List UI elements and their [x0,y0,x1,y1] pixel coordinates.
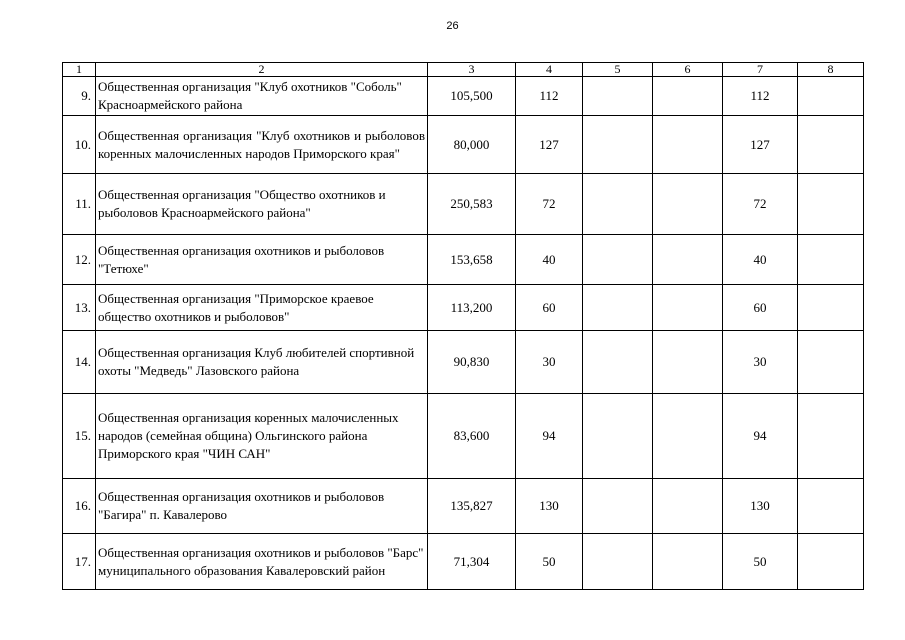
table-row [63,394,864,479]
row-number: 13. [63,285,96,331]
header-row [63,63,864,77]
cell-col4: 112 [516,77,583,116]
organization-name: Общественная организация "Клуб охотников "Соболь" Красноармейского района [96,77,428,116]
table-row [63,285,864,331]
cell-col5 [583,174,653,235]
organization-name: Общественная организация "Клуб охотников и рыболовов коренных малочисленных народов Приморского края" [96,116,428,174]
cell-col5 [583,394,653,479]
cell-col6 [653,285,723,331]
cell-col3: 153,658 [428,235,516,285]
organization-name: Общественная организация охотников и рыболовов "Багира" п. Кавалерово [96,479,428,534]
cell-col4: 60 [516,285,583,331]
cell-col7: 94 [723,394,798,479]
row-number: 12. [63,235,96,285]
row-number: 16. [63,479,96,534]
row-number: 17. [63,534,96,590]
cell-col7: 130 [723,479,798,534]
row-number: 14. [63,331,96,394]
cell-col8 [798,394,864,479]
column-header: 5 [583,63,653,77]
organization-name: Общественная организация "Приморское краевое общество охотников и рыболовов" [96,285,428,331]
row-number: 10. [63,116,96,174]
table-row [63,174,864,235]
cell-col3: 83,600 [428,394,516,479]
cell-col6 [653,116,723,174]
cell-col3: 250,583 [428,174,516,235]
cell-col7: 50 [723,534,798,590]
cell-col4: 94 [516,394,583,479]
table-row [63,235,864,285]
cell-col7: 112 [723,77,798,116]
row-number: 15. [63,394,96,479]
cell-col6 [653,235,723,285]
cell-col8 [798,235,864,285]
cell-col7: 127 [723,116,798,174]
cell-col7: 72 [723,174,798,235]
organization-name: Общественная организация Клуб любителей спортивной охоты "Медведь" Лазовского района [96,331,428,394]
cell-col5 [583,534,653,590]
cell-col6 [653,331,723,394]
cell-col8 [798,331,864,394]
cell-col5 [583,331,653,394]
table-row [63,534,864,590]
column-header: 7 [723,63,798,77]
column-header: 4 [516,63,583,77]
cell-col4: 50 [516,534,583,590]
table-row [63,479,864,534]
table-row [63,77,864,116]
cell-col6 [653,479,723,534]
cell-col8 [798,479,864,534]
table-row [63,331,864,394]
cell-col3: 90,830 [428,331,516,394]
cell-col5 [583,77,653,116]
cell-col4: 130 [516,479,583,534]
page-number: 26 [446,20,459,32]
cell-col5 [583,285,653,331]
row-number: 9. [63,77,96,116]
cell-col7: 40 [723,235,798,285]
column-header: 3 [428,63,516,77]
cell-col4: 72 [516,174,583,235]
cell-col5 [583,116,653,174]
cell-col4: 30 [516,331,583,394]
organization-name: Общественная организация охотников и рыболовов "Тетюхе" [96,235,428,285]
cell-col7: 60 [723,285,798,331]
cell-col3: 71,304 [428,534,516,590]
row-number: 11. [63,174,96,235]
cell-col4: 40 [516,235,583,285]
column-header: 6 [653,63,723,77]
cell-col4: 127 [516,116,583,174]
cell-col8 [798,285,864,331]
column-header: 8 [798,63,864,77]
cell-col7: 30 [723,331,798,394]
organization-name: Общественная организация "Общество охотников и рыболовов Красноармейского района" [96,174,428,235]
cell-col5 [583,479,653,534]
organization-name: Общественная организация охотников и рыболовов "Барс" муниципального образования Кавалеровский район [96,534,428,590]
cell-col3: 80,000 [428,116,516,174]
cell-col8 [798,174,864,235]
data-table [62,62,864,590]
table-row [63,116,864,174]
cell-col5 [583,235,653,285]
cell-col3: 113,200 [428,285,516,331]
cell-col3: 135,827 [428,479,516,534]
cell-col6 [653,174,723,235]
organization-name: Общественная организация коренных малочисленных народов (семейная община) Ольгинского района Приморского края "ЧИН САН" [96,394,428,479]
cell-col6 [653,534,723,590]
cell-col8 [798,77,864,116]
column-header: 1 [63,63,96,77]
cell-col3: 105,500 [428,77,516,116]
cell-col6 [653,394,723,479]
cell-col6 [653,77,723,116]
cell-col8 [798,534,864,590]
column-header: 2 [96,63,428,77]
cell-col8 [798,116,864,174]
